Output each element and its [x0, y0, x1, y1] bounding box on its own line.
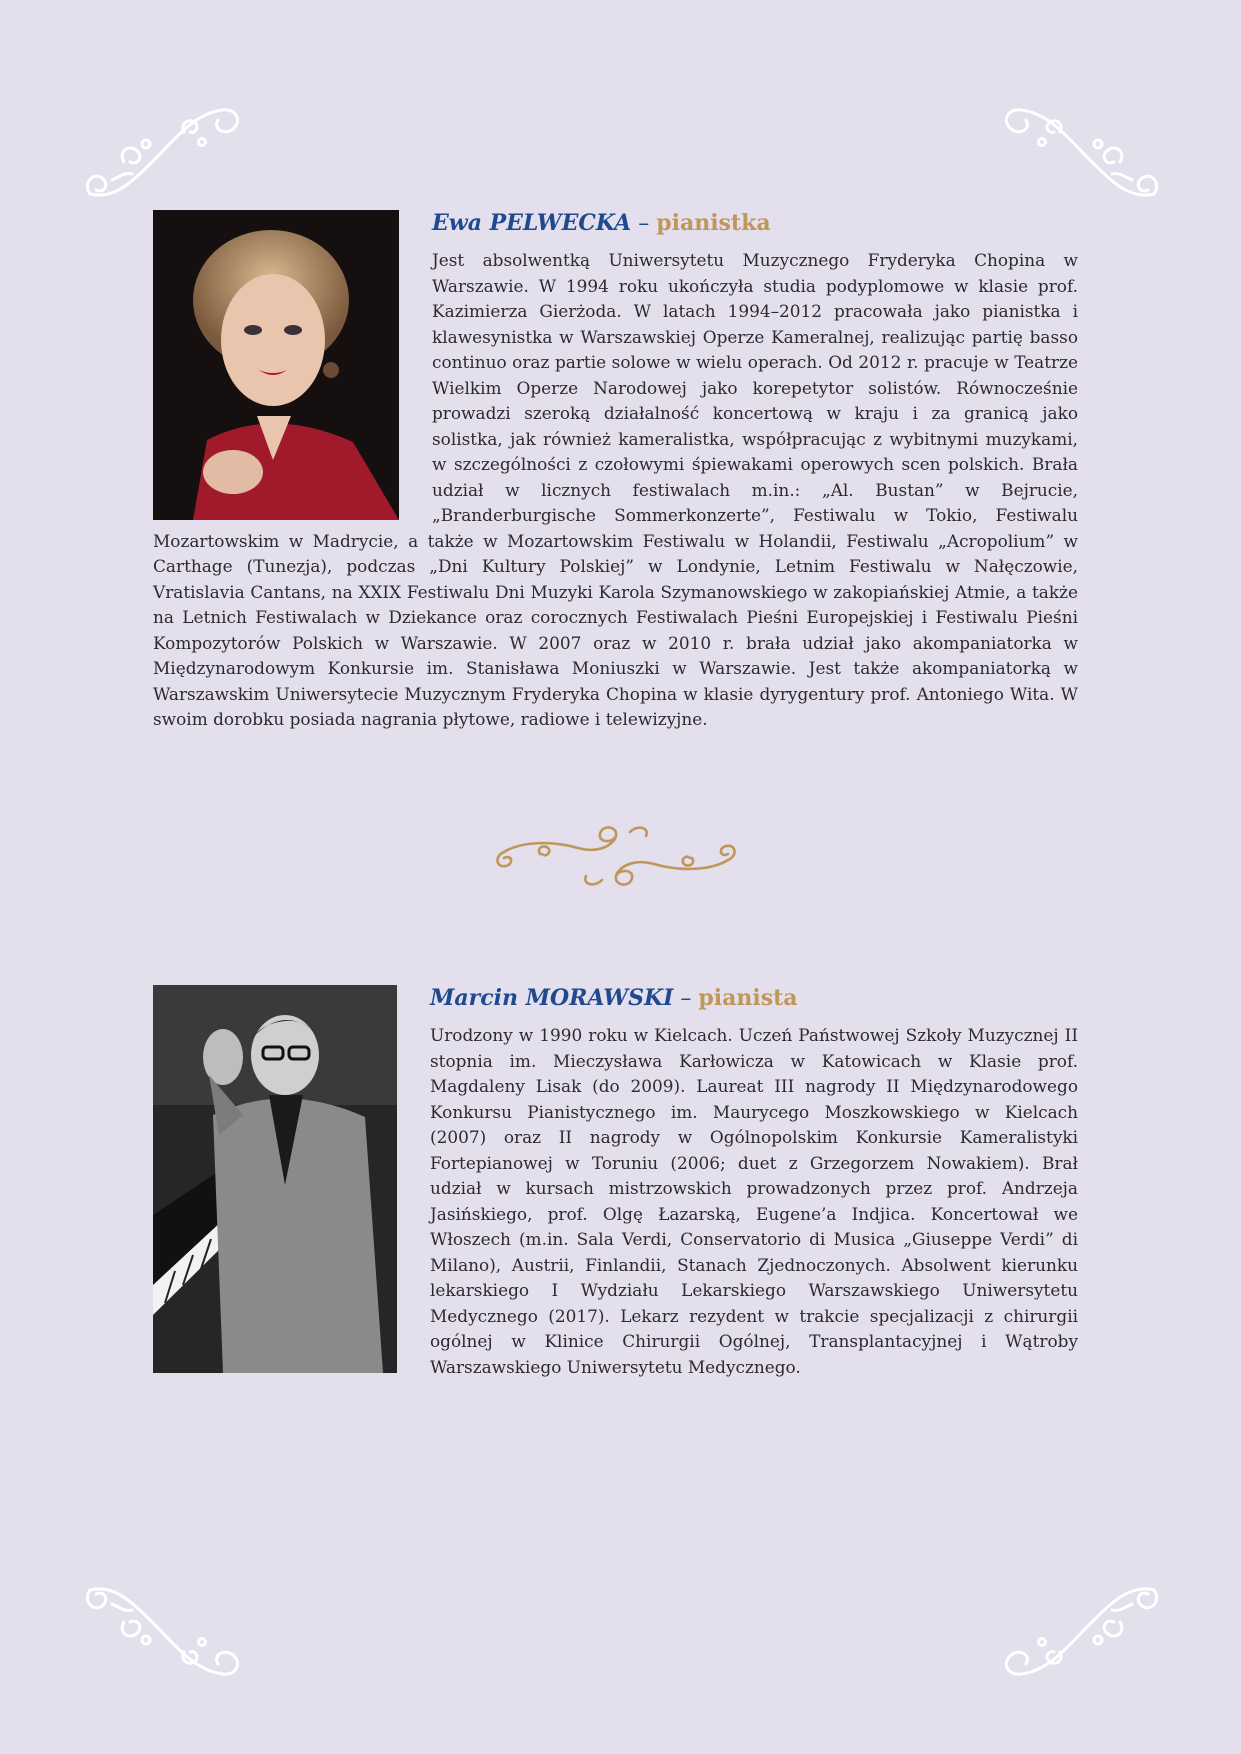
bio-text: Jest absolwentką Uniwersytetu Muzycznego Fryderyka Chopina w Warszawie. W 1994 roku ukończyła studia podyplomowe w klasie prof. Kazimierza Gierżoda. W latach 1994–2012 pracowała jako pianistka i klawesynistka w Warszawskiej Operze Kameralnej, realizując partię basso continuo oraz partie solowe w wielu operach. Od 2012 r. pracuje w Teatrze Wielkim Operze Narodowej jako korepetytor solistów. Równocześnie prowadzi szeroką działalność koncertową w kraju i za granicą jako solistka, jak również kameralistka, współpracując z wybitnymi muzykami, w szczególności z czołowymi śpiewakami operowych scen polskich. Brała udział w licznych festiwalach m.in.: „Al. Bustan” w Bejrucie, „Branderburgische Sommerkonzerte”, Festiwalu w Tokio, Festiwalu Mozartowskim w Madrycie, a także w Mozartowskim Festiwalu w Holandii, Festiwalu „Acropolium” w Carthage (Tunezja), podczas „Dni Kultury Polskiej” w Londynie, Letnim Festiwalu w Nałęczowie, Vratislavia Cantans, na XXIX Festiwalu Dni Muzyki Karola Szymanowskiego w zakopiańskiej Atmie, a także na Letnich Festiwalach w Dziekance oraz corocznych Festiwalach Pieśni Europejskiej i Festiwalu Pieśni Kompozytorów Polskich w Warszawie. W 2007 oraz w 2010 r. brała udział jako akompaniatorka w Międzynarodowym Konkursie im. Stanisława Moniuszki w Warszawie. Jest także akompaniatorką w Warszawskim Uniwersytecie Muzycznym Fryderyka Chopina w klasie dyrygentury prof. Antoniego Wita. W swoim dorobku posiada nagrania płytowe, radiowe i telewizyjne.: [153, 250, 1078, 729]
gold-swirl-divider-icon: [490, 818, 742, 896]
bio-text: Urodzony w 1990 roku w Kielcach. Uczeń Państwowej Szkoły Muzycznej II stopnia im. Mieczysława Karłowicza w Katowicach w Klasie prof. Magdaleny Lisak (do 2009). Laureat III nagrody II Międzynarodowego Konkursu Pianistycznego im. Maurycego Moszkowskiego w Kielcach (2007) oraz II nagrody w Ogólnopolskim Konkursie Kameralistyki Fortepianowej w Toruniu (2006; duet z Grzegorzem Nowakiem). Brał udział w kursach mistrzowskich prowadzonych przez prof. Andrzeja Jasińskiego, prof. Olgę Łazarską, Eugene’a Indjica. Koncertował we Włoszech (m.in. Sala Verdi, Conservatorio di Musica „Giuseppe Verdi” di Milano), Austrii, Finlandii, Stanach Zjednoczonych. Absolwent kierunku lekarskiego I Wydziału Lekarskiego Warszawskiego Uniwersytetu Medycznego (2017). Lekarz rezydent w trakcie specjalizacji z chirurgii ogólnej w Klinice Chirurgii Ogólnej, Transplantacyjnej i Wątroby Warszawskiego Uniwersytetu Medycznego.: [430, 1025, 1078, 1377]
swirl-flourish-icon: [1000, 102, 1160, 212]
bio-section: [153, 210, 1078, 733]
swirl-flourish-icon: [84, 1572, 244, 1682]
swirl-flourish-icon: [1000, 1572, 1160, 1682]
portrait-photo: [153, 210, 399, 520]
bio-section: [153, 985, 1078, 1380]
swirl-flourish-icon: [84, 102, 244, 212]
heading-dash: –: [631, 211, 657, 236]
heading-dash: –: [673, 986, 699, 1011]
portrait-photo-piano: [153, 985, 397, 1373]
performer-role: pianistka: [656, 210, 771, 236]
performer-role: pianista: [698, 985, 798, 1011]
performer-name: Ewa PELWECKA: [432, 210, 632, 236]
performer-name: Marcin MORAWSKI: [430, 985, 674, 1011]
